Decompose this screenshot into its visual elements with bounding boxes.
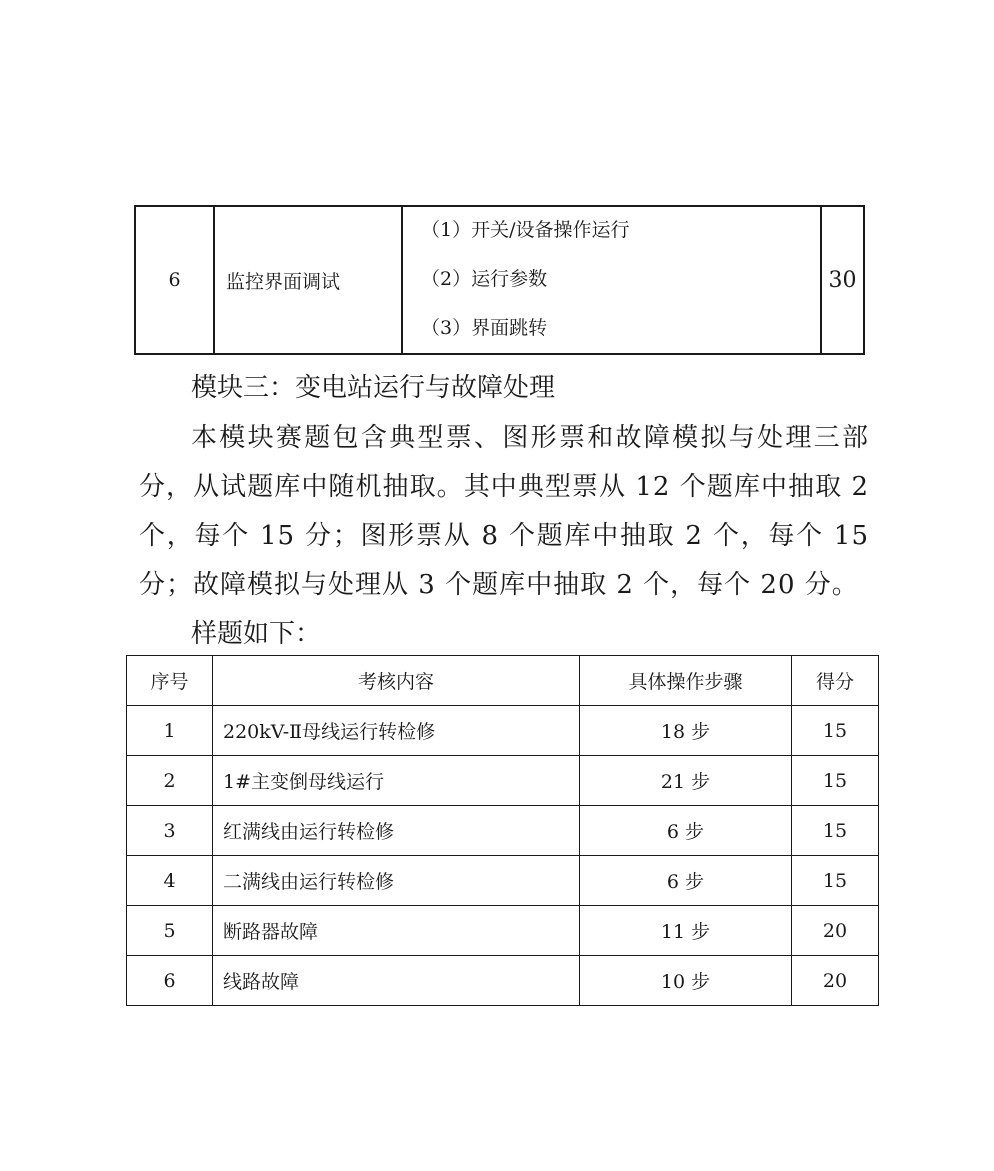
header-content: 考核内容 bbox=[213, 656, 580, 706]
cell-seq: 5 bbox=[127, 906, 213, 956]
module-heading: 模块三：变电站运行与故障处理 bbox=[191, 373, 556, 403]
cell-steps: 6 步 bbox=[580, 856, 792, 906]
cell-score: 20 bbox=[792, 906, 879, 956]
table-row bbox=[127, 856, 879, 906]
table-row bbox=[127, 756, 879, 806]
cell-steps: 18 步 bbox=[580, 706, 792, 756]
cell-content: 220kV-Ⅱ母线运行转检修 bbox=[213, 706, 580, 756]
header-steps: 具体操作步骤 bbox=[580, 656, 792, 706]
sample-table bbox=[126, 655, 879, 1006]
cell-seq: 4 bbox=[127, 856, 213, 906]
list-item: （1）开关/设备操作运行 bbox=[421, 219, 630, 241]
row-score: 30 bbox=[821, 206, 864, 354]
header-score: 得分 bbox=[792, 656, 879, 706]
cell-content: 线路故障 bbox=[213, 956, 580, 1006]
list-item: （3）界面跳转 bbox=[421, 317, 548, 339]
cell-steps: 10 步 bbox=[580, 956, 792, 1006]
cell-content: 二满线由运行转检修 bbox=[213, 856, 580, 906]
cell-score: 20 bbox=[792, 956, 879, 1006]
module-body-paragraph: 本模块赛题包含典型票、图形票和故障模拟与处理三部分，从试题库中随机抽取。其中典型票从 12 个题库中抽取 2 个，每个 15 分；图形票从 8 个题库中抽取 2 个，每个 15 分；故障模拟与处理从 3 个题库中抽取 2 个，每个 20 分。 bbox=[139, 423, 869, 600]
cell-score: 15 bbox=[792, 806, 879, 856]
sample-label: 样题如下： bbox=[191, 619, 322, 649]
table-row bbox=[127, 806, 879, 856]
module-two-table bbox=[134, 205, 865, 355]
cell-content: 断路器故障 bbox=[213, 906, 580, 956]
cell-seq: 1 bbox=[127, 706, 213, 756]
list-item: （2）运行参数 bbox=[421, 268, 548, 290]
table-row bbox=[135, 206, 864, 354]
cell-steps: 11 步 bbox=[580, 906, 792, 956]
cell-seq: 3 bbox=[127, 806, 213, 856]
header-seq: 序号 bbox=[127, 656, 213, 706]
cell-score: 15 bbox=[792, 756, 879, 806]
cell-seq: 2 bbox=[127, 756, 213, 806]
cell-score: 15 bbox=[792, 856, 879, 906]
table-row bbox=[127, 706, 879, 756]
cell-steps: 6 步 bbox=[580, 806, 792, 856]
table-header-row bbox=[127, 656, 879, 706]
cell-content: 红满线由运行转检修 bbox=[213, 806, 580, 856]
cell-score: 15 bbox=[792, 706, 879, 756]
row-number: 6 bbox=[135, 206, 214, 354]
row-items bbox=[402, 206, 821, 354]
table-row bbox=[127, 956, 879, 1006]
cell-seq: 6 bbox=[127, 956, 213, 1006]
cell-steps: 21 步 bbox=[580, 756, 792, 806]
table-row bbox=[127, 906, 879, 956]
row-name: 监控界面调试 bbox=[214, 206, 402, 354]
cell-content: 1#主变倒母线运行 bbox=[213, 756, 580, 806]
